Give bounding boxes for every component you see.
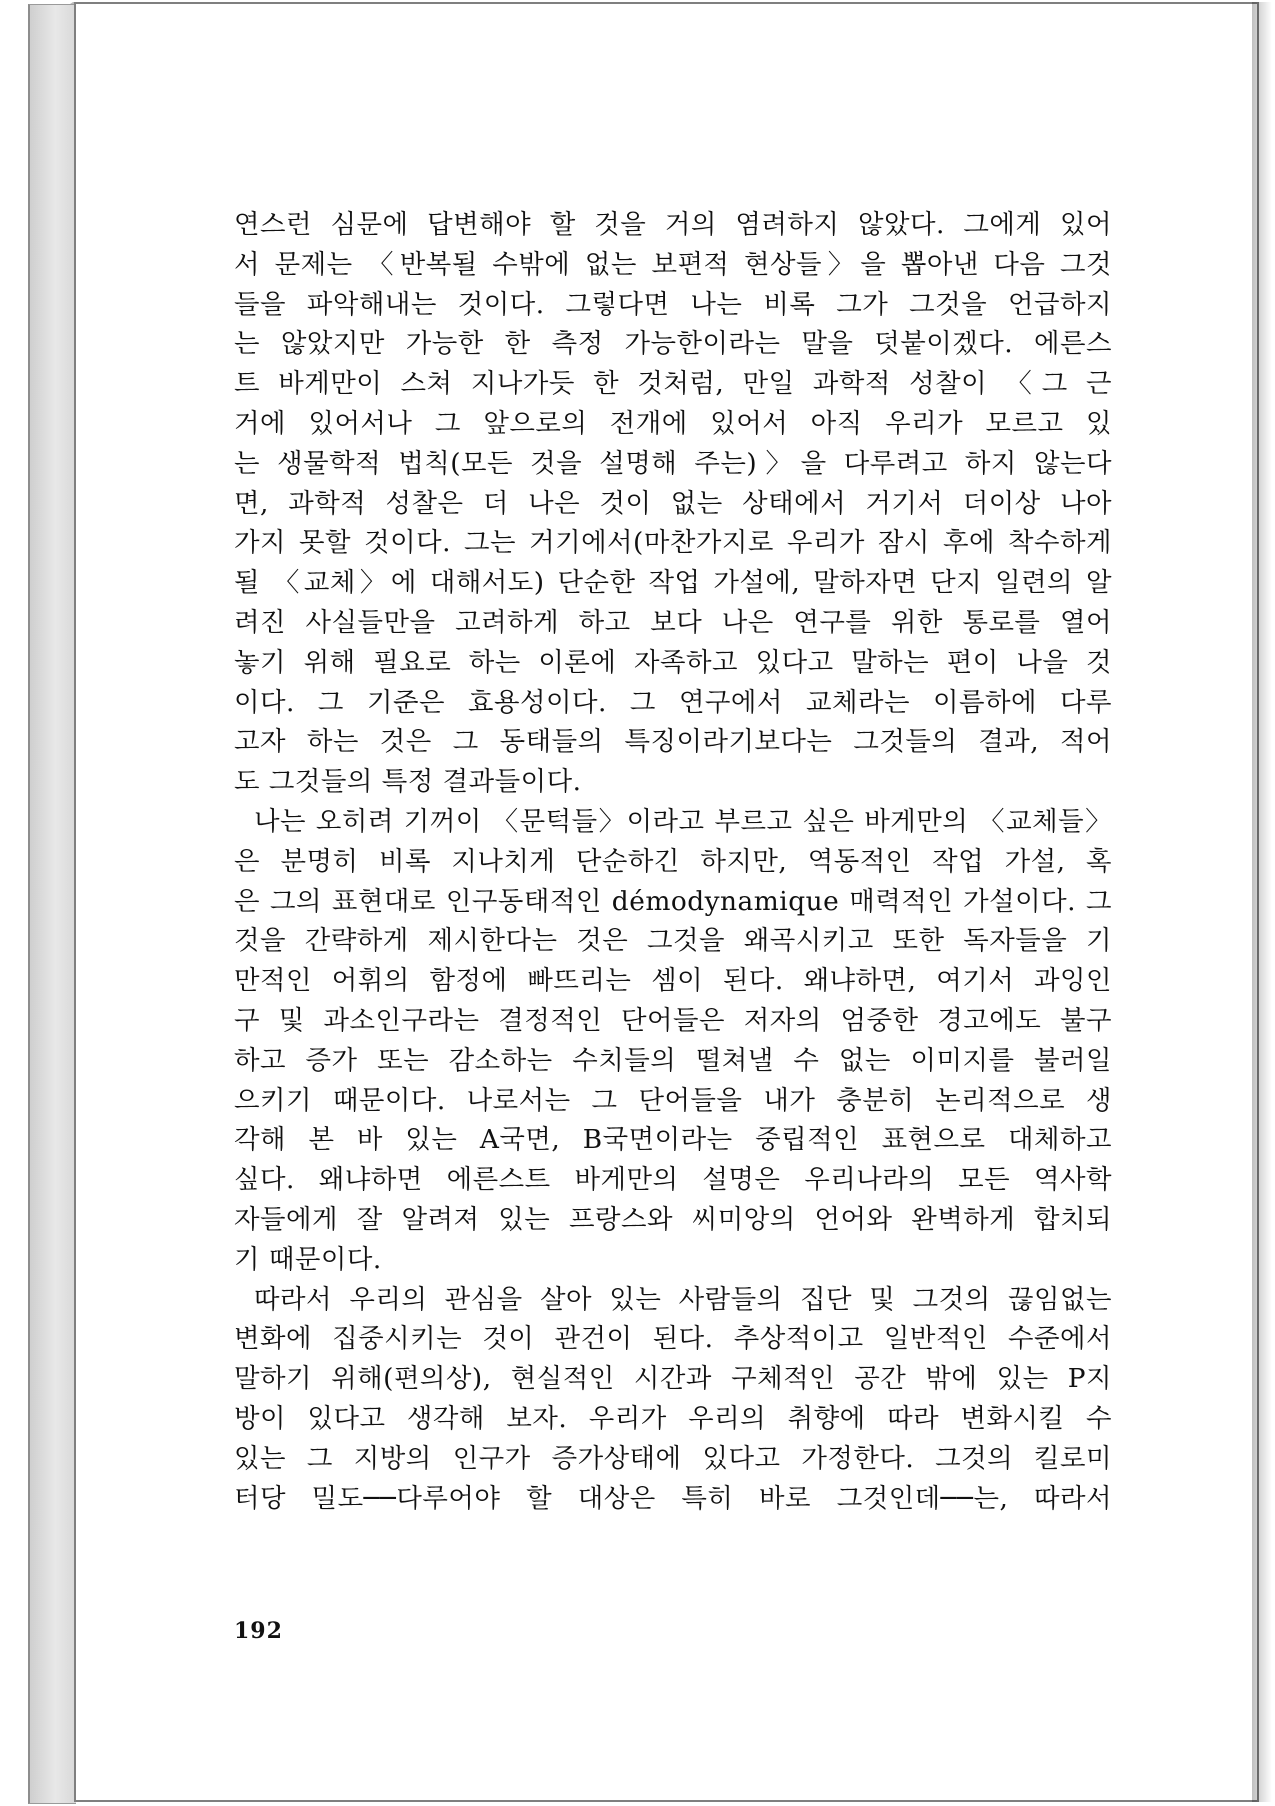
- text-line: 연스런 심문에 답변해야 할 것을 거의 염려하지 않았다. 그에게 있어: [234, 209, 1112, 240]
- text-line: 으키기 때문이다. 나로서는 그 단어들을 내가 충분히 논리적으로 생: [234, 1084, 1112, 1116]
- page-number: 192: [234, 1618, 283, 1644]
- text-line: 기 때문이다.: [234, 1243, 382, 1275]
- text-line: 는 않았지만 가능한 한 측정 가능한이라는 말을 덧붙이겠다. 에른스: [234, 328, 1112, 360]
- text-line: 터당 밀도──다루어야 할 대상은 특히 바로 그것인데──는, 따라서: [234, 1482, 1112, 1514]
- text-line: 은 그의 표현대로 인구동태적인 démodynamique 매력적인 가설이다. 그: [234, 885, 1112, 917]
- text-line: 될 〈교체〉에 대해서도) 단순한 작업 가설에, 말하자면 단지 일련의 알: [234, 567, 1112, 599]
- text-line: 따라서 우리의 관심을 살아 있는 사람들의 집단 및 그것의 끊임없는: [254, 1283, 1112, 1315]
- text-line: 들을 파악해내는 것이다. 그렇다면 나는 비록 그가 그것을 언급하지: [234, 288, 1112, 320]
- text-line: 트 바게만이 스쳐 지나가듯 한 것처럼, 만일 과학적 성찰이 〈그 근: [234, 368, 1112, 400]
- text-line: 싶다. 왜냐하면 에른스트 바게만의 설명은 우리나라의 모든 역사학: [234, 1164, 1112, 1196]
- text-line: 각해 본 바 있는 A국면, B국면이라는 중립적인 표현으로 대체하고: [234, 1124, 1112, 1156]
- page-body-text: [234, 205, 1112, 1518]
- text-line: 서 문제는 〈반복될 수밖에 없는 보편적 현상들〉을 뽑아낸 다음 그것: [234, 248, 1112, 280]
- text-line: 변화에 집중시키는 것이 관건이 된다. 추상적이고 일반적인 수준에서: [234, 1323, 1112, 1355]
- text-line: 나는 오히려 기꺼이 〈문턱들〉이라고 부르고 싶은 바게만의 〈교체들〉: [254, 805, 1112, 837]
- text-line: 은 분명히 비록 지나치게 단순하긴 하지만, 역동적인 작업 가설, 혹: [234, 845, 1112, 877]
- text-line: 는 생물학적 법칙(모든 것을 설명해 주는)〉을 다루려고 하지 않는다: [234, 447, 1112, 479]
- text-line: 면, 과학적 성찰은 더 나은 것이 없는 상태에서 거기서 더이상 나아: [234, 487, 1112, 519]
- text-line: 이다. 그 기준은 효용성이다. 그 연구에서 교체라는 이름하에 다루: [234, 686, 1112, 718]
- text-line: 자들에게 잘 알려져 있는 프랑스와 씨미앙의 언어와 완벽하게 합치되: [234, 1203, 1112, 1235]
- text-line: 고자 하는 것은 그 동태들의 특징이라기보다는 그것들의 결과, 적어: [234, 726, 1112, 758]
- text-line: 말하기 위해(편의상), 현실적인 시간과 구체적인 공간 밖에 있는 P지: [234, 1363, 1112, 1395]
- text-line: 도 그것들의 특정 결과들이다.: [234, 766, 582, 798]
- text-line: 것을 간략하게 제시한다는 것은 그것을 왜곡시키고 또한 독자들을 기: [234, 925, 1112, 957]
- text-line: 가지 못할 것이다. 그는 거기에서(마찬가지로 우리가 잠시 후에 착수하게: [234, 527, 1112, 559]
- text-line: 있는 그 지방의 인구가 증가상태에 있다고 가정한다. 그것의 킬로미: [234, 1442, 1112, 1474]
- text-line: 려진 사실들만을 고려하게 하고 보다 나은 연구를 위한 통로를 열어: [234, 606, 1112, 638]
- text-line: 거에 있어서나 그 앞으로의 전개에 있어서 아직 우리가 모르고 있: [234, 407, 1112, 439]
- book-page-edges: [28, 4, 76, 1804]
- text-line: 구 및 과소인구라는 결정적인 단어들은 저자의 엄중한 경고에도 불구: [234, 1004, 1112, 1036]
- text-line: 방이 있다고 생각해 보자. 우리가 우리의 취향에 따라 변화시킬 수: [234, 1402, 1112, 1434]
- text-line: 놓기 위해 필요로 하는 이론에 자족하고 있다고 말하는 편이 나을 것: [234, 646, 1112, 678]
- text-line: 만적인 어휘의 함정에 빠뜨리는 셈이 된다. 왜냐하면, 여기서 과잉인: [234, 965, 1112, 997]
- page-shadow: [1252, 2, 1272, 1802]
- text-line: 하고 증가 또는 감소하는 수치들의 떨쳐낼 수 없는 이미지를 불러일: [234, 1044, 1112, 1076]
